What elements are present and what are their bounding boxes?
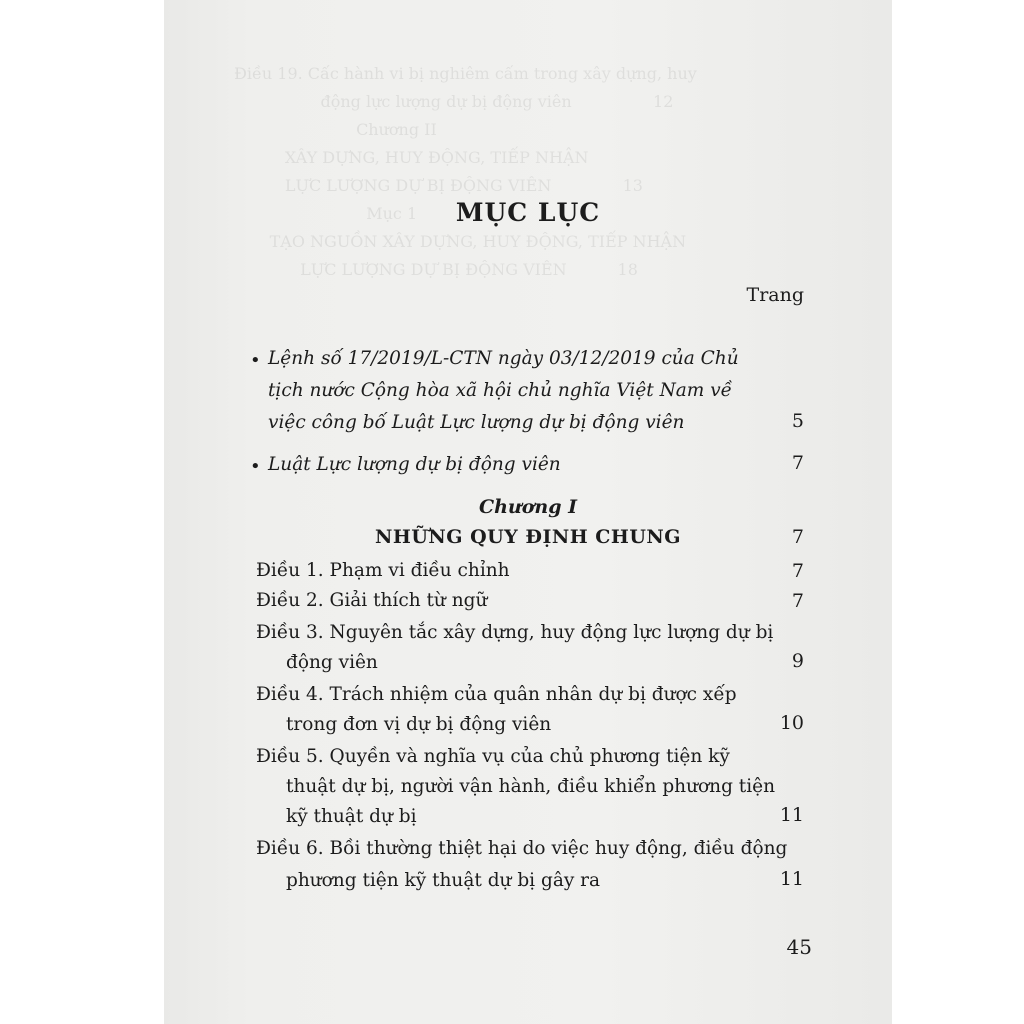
- chapter-title: NHỮNG QUY ĐỊNH CHUNG: [374, 526, 682, 548]
- article-line: động viên: [286, 652, 378, 673]
- toc-entry-line: tịch nước Cộng hòa xã hội chủ nghĩa Việt Nam về: [268, 380, 733, 401]
- article-line: kỹ thuật dự bị: [286, 806, 417, 827]
- toc-page-number: 7: [791, 452, 804, 474]
- book-page: [164, 0, 892, 1024]
- article-line: thuật dự bị, người vận hành, điều khiển phương tiện: [286, 776, 776, 797]
- chapter-heading: Chương I: [478, 496, 578, 518]
- article-line: phương tiện kỹ thuật dự bị gây ra: [286, 870, 601, 891]
- article-line: Điều 1. Phạm vi điều chỉnh: [256, 560, 510, 581]
- toc-page-number: 7: [791, 560, 804, 582]
- toc-entry-line: Lệnh số 17/2019/L-CTN ngày 03/12/2019 của Chủ: [268, 348, 739, 369]
- bleed-through-text: Điều 19. Cấc hành vi bị nghiêm cấm trong xây dựng, huy động lực lượng dự bị động viên 12 Chương II XÂY DỰNG, HUY ĐỘNG, TIẾP NHẬN LỰC LƯỢNG DỰ BỊ ĐỘNG VIÊN 13 Mục 1 TẠO NGUỒN XÂY DỰNG, HUY ĐỘNG, TIẾP NHẬN LỰC LƯỢNG DỰ BỊ ĐỘNG VIÊN 18: [234, 64, 697, 279]
- toc-page-number: 11: [779, 804, 804, 826]
- article-line: Điều 6. Bồi thường thiệt hại do việc huy động, điều động: [256, 838, 788, 859]
- page-number: 45: [786, 935, 812, 959]
- article-line: trong đơn vị dự bị động viên: [286, 714, 552, 735]
- toc-page-number: 7: [791, 526, 804, 548]
- article-line: Điều 5. Quyền và nghĩa vụ của chủ phương tiện kỹ: [256, 746, 730, 767]
- article-line: Điều 2. Giải thích từ ngữ: [256, 590, 488, 611]
- toc-page-number: 11: [779, 868, 804, 890]
- toc-page-number: 10: [779, 712, 804, 734]
- toc-entry-line: Luật Lực lượng dự bị động viên: [268, 454, 561, 475]
- toc-page-number: 7: [791, 590, 804, 612]
- bullet-icon: •: [250, 350, 261, 371]
- bullet-icon: •: [250, 456, 261, 477]
- toc-entry-line: việc công bố Luật Lực lượng dự bị động viên: [268, 412, 685, 433]
- toc-page-number: 9: [791, 650, 804, 672]
- page-column-label: Trang: [746, 284, 804, 306]
- article-line: Điều 4. Trách nhiệm của quân nhân dự bị được xếp: [256, 684, 737, 705]
- toc-page-number: 5: [791, 410, 804, 432]
- page-title: MỤC LỤC: [455, 198, 601, 227]
- article-line: Điều 3. Nguyên tắc xây dựng, huy động lực lượng dự bị: [256, 622, 774, 643]
